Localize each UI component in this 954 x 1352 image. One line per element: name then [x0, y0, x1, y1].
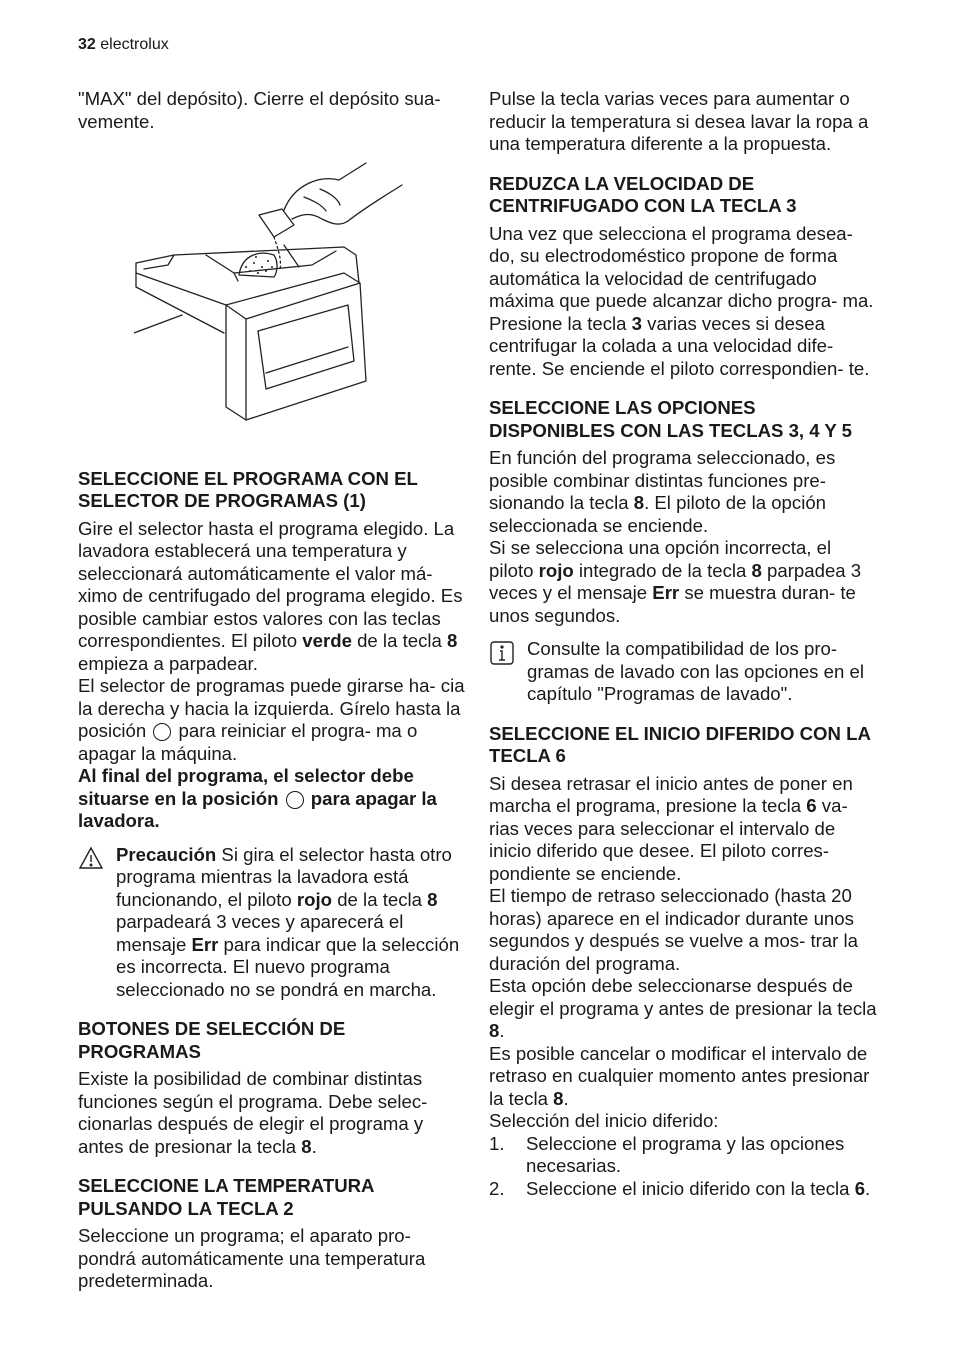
info-note — [489, 638, 879, 706]
section-title-temperature: SELECCIONE LA TEMPERATURA PULSANDO LA TECLA 2 — [78, 1175, 374, 1219]
selection-buttons-paragraph: Existe la posibilidad de combinar distintas funciones según el programa. Debe selec- cionarlas después de elegir el programa y antes de presionar la tecla 8. — [78, 1068, 428, 1157]
brand-name: electrolux — [100, 36, 169, 53]
options-paragraph-2: Si se selecciona una opción incorrecta, el piloto rojo integrado de la tecla 8 parpadea 3 veces y el mensaje Err se muestra duran- te unos segundos. — [489, 537, 862, 626]
delay-start-paragraph-2: El tiempo de retraso seleccionado (hasta 20 horas) aparece en el indicador durante unos segundos y después se vuelve a mos- trar la duración del programa. — [489, 885, 858, 974]
list-item: 1. Seleccione el programa y las opciones necesarias. — [489, 1132, 845, 1176]
page-number: 32 — [78, 36, 96, 53]
info-icon — [489, 638, 517, 706]
warning-icon — [78, 844, 106, 1002]
temperature-continued-paragraph: Pulse la tecla varias veces para aumentar o reducir la temperatura si desea lavar la ropa a una temperatura diferente a la propuesta. — [489, 88, 869, 154]
caution-note — [78, 844, 468, 1002]
info-note-text: Consulte la compatibilidad de los pro- gramas de lavado con las opciones en el capítulo "Programas de lavado". — [527, 638, 864, 704]
program-selector-paragraph-1: Gire el selector hasta el programa elegido. La lavadora establecerá una temperatura y seleccionará automáticamente el valor má- ximo de centrifugado del programa elegido. Es posible cambiar estos valores con las teclas correspondientes. El piloto verde de la tecla 8 empieza a parpadear. — [78, 517, 463, 674]
spin-speed-paragraph-2: Presione la tecla 3 varias veces si desea centrifugar la colada a una velocidad dife- rente. Se enciende el piloto correspondien- te. — [489, 312, 870, 379]
section-title-program-selector: SELECCIONE EL PROGRAMA CON EL SELECTOR DE PROGRAMAS (1) — [78, 467, 418, 511]
program-selector-paragraph-3: Al final del programa, el selector debe situarse en la posición para apagar la lavadora. — [78, 765, 437, 831]
left-column — [78, 88, 468, 1293]
detergent-drawer-illustration — [134, 155, 414, 445]
caution-text: Precaución Si gira el selector hasta otro programa mientras la lavadora está funcionando, el piloto rojo de la tecla 8 parpadeará 3 veces y aparecerá el mensaje Err para indicar que la selección es incorrecta. El nuevo programa seleccionado no se pondrá en marcha. — [116, 843, 460, 1000]
options-paragraph-1: En función del programa seleccionado, es posible combinar distintas funciones pre- sionando la tecla 8. El piloto de la opción seleccionada se enciende. — [489, 447, 836, 536]
page-header — [78, 36, 169, 54]
section-title-options: SELECCIONE LAS OPCIONES DISPONIBLES CON LAS TECLAS 3, 4 Y 5 — [489, 397, 853, 441]
delay-start-paragraph-3: Esta opción debe seleccionarse después de elegir el programa y antes de presionar la tecla 8. — [489, 975, 877, 1041]
section-title-spin-speed: REDUZCA LA VELOCIDAD DE CENTRIFUGADO CON LA TECLA 3 — [489, 172, 797, 216]
delay-start-paragraph-5: Selección del inicio diferido: — [489, 1110, 719, 1131]
section-title-selection-buttons: BOTONES DE SELECCIÓN DE PROGRAMAS — [78, 1018, 346, 1062]
right-column — [489, 88, 879, 1200]
delay-start-steps — [489, 1133, 879, 1201]
program-selector-paragraph-2: El selector de programas puede girarse ha- cia la derecha y hacia la izquierda. Gírelo hasta la posición para reiniciar el progra- ma o apagar la máquina. — [78, 675, 465, 764]
delay-start-paragraph-4: Es posible cancelar o modificar el intervalo de retraso en cualquier momento antes presionar la tecla 8. — [489, 1042, 870, 1109]
section-title-delay-start: SELECCIONE EL INICIO DIFERIDO CON LA TECLA 6 — [489, 722, 871, 766]
spin-speed-paragraph-1: Una vez que selecciona el programa desea- do, su electrodoméstico propone de forma automática la velocidad de centrifugado máxima que puede alcanzar dicho progra- ma. — [489, 222, 874, 311]
temperature-paragraph: Seleccione un programa; el aparato pro- pondrá automáticamente una temperatura predeterminada. — [78, 1225, 426, 1291]
off-position-icon — [153, 723, 171, 741]
delay-start-paragraph-1: Si desea retrasar el inicio antes de poner en marcha el programa, presione la tecla 6 va- rias veces para seleccionar el intervalo de inicio diferido que desee. El piloto corres- pondiente se enciende. — [489, 772, 853, 884]
list-item: 2. Seleccione el inicio diferido con la tecla 6. — [489, 1177, 871, 1199]
intro-paragraph: "MAX" del depósito). Cierre el depósito sua- vemente. — [78, 88, 441, 132]
off-position-icon — [286, 791, 304, 809]
